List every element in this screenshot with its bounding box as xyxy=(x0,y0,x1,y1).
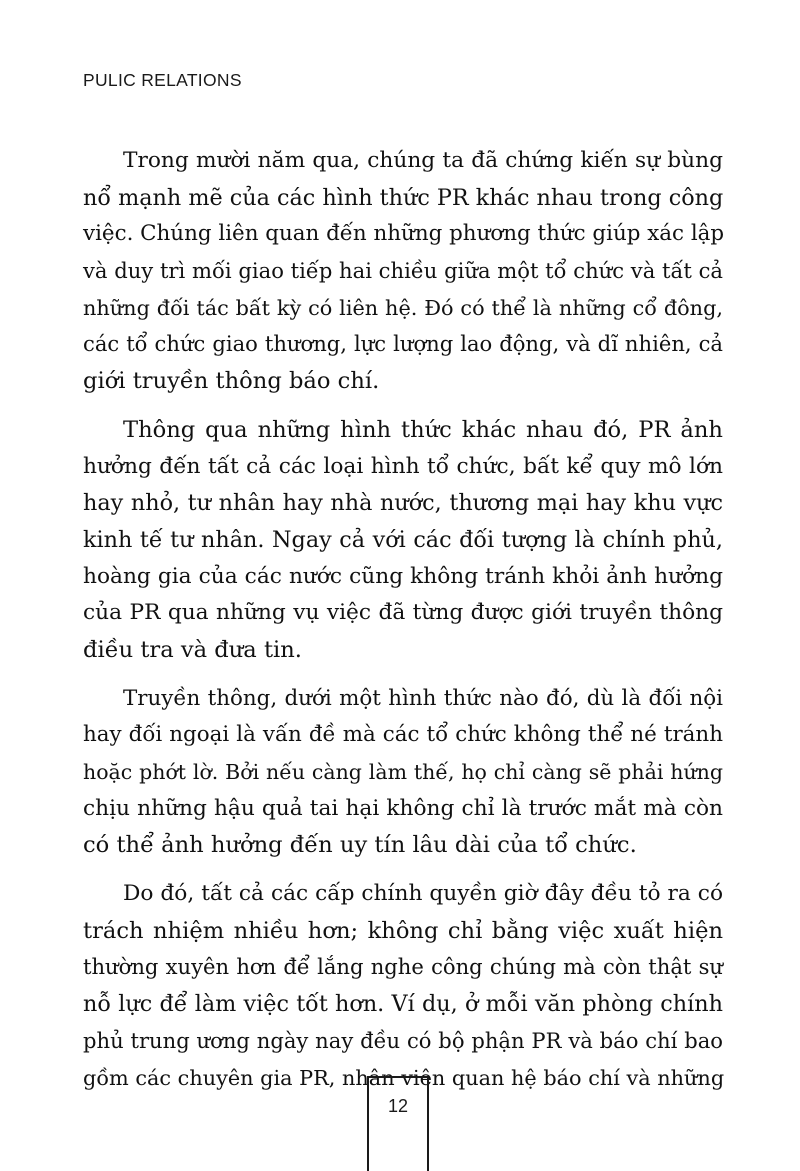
paragraph xyxy=(83,681,723,864)
text-line: các tổ chức giao thương, lực lượng lao động, và dĩ nhiên, cả xyxy=(83,331,723,357)
text-line: thường xuyên hơn để lắng nghe công chúng mà còn thật sự xyxy=(83,954,723,980)
text-line: hoàng gia của các nước cũng không tránh khỏi ảnh hưởng xyxy=(83,563,723,589)
text-line: phủ trung ương ngày nay đều có bộ phận PR và báo chí bao xyxy=(83,1027,723,1053)
text-line: của PR qua những vụ việc đã từng được giới truyền thông xyxy=(83,600,723,626)
text-line: Trong mười năm qua, chúng ta đã chứng kiến sự bùng xyxy=(123,148,723,173)
text-line: hưởng đến tất cả các loại hình tổ chức, bất kể quy mô lớn xyxy=(83,453,723,479)
running-header: PULIC RELATIONS xyxy=(83,70,242,90)
text-line: và duy trì mối giao tiếp hai chiều giữa một tổ chức và tất cả xyxy=(83,258,723,284)
paragraph xyxy=(83,876,723,1096)
text-line: điều tra và đưa tin. xyxy=(83,636,302,663)
text-line: những đối tác bất kỳ có liên hệ. Đó có thể là những cổ đông, xyxy=(83,295,723,320)
text-line: có thể ảnh hưởng đến uy tín lâu dài của tổ chức. xyxy=(83,832,637,859)
text-line: chịu những hậu quả tai hại không chỉ là trước mắt mà còn xyxy=(83,795,723,821)
body-text xyxy=(83,143,723,1108)
text-line: trách nhiệm nhiều hơn; không chỉ bằng việc xuất hiện xyxy=(83,917,723,944)
text-line: hoặc phớt lờ. Bởi nếu càng làm thế, họ chỉ càng sẽ phải hứng xyxy=(83,760,723,784)
page-number: 12 xyxy=(387,1096,409,1116)
text-line: hay đối ngoại là vấn đề mà các tổ chức không thể né tránh xyxy=(83,722,723,748)
page-number-box xyxy=(367,1076,429,1171)
text-line: việc. Chúng liên quan đến những phương thức giúp xác lập xyxy=(83,221,725,247)
text-line: nỗ lực để làm việc tốt hơn. Ví dụ, ở mỗi văn phòng chính xyxy=(83,991,723,1018)
text-line: Thông qua những hình thức khác nhau đó, PR ảnh xyxy=(123,416,723,443)
text-line: Do đó, tất cả các cấp chính quyền giờ đây đều tỏ ra có xyxy=(123,881,723,907)
text-line: giới truyền thông báo chí. xyxy=(83,368,380,395)
paragraph xyxy=(83,143,723,400)
text-line: kinh tế tư nhân. Ngay cả với các đối tượng là chính phủ, xyxy=(83,526,723,553)
text-line: gồm các chuyên gia PR, nhân viên quan hệ báo chí và những xyxy=(83,1065,725,1090)
text-line: nổ mạnh mẽ của các hình thức PR khác nhau trong công xyxy=(83,184,724,211)
text-line: Truyền thông, dưới một hình thức nào đó, dù là đối nội xyxy=(123,685,723,711)
text-line: hay nhỏ, tư nhân hay nhà nước, thương mại hay khu vực xyxy=(83,490,723,517)
paragraph xyxy=(83,412,723,669)
